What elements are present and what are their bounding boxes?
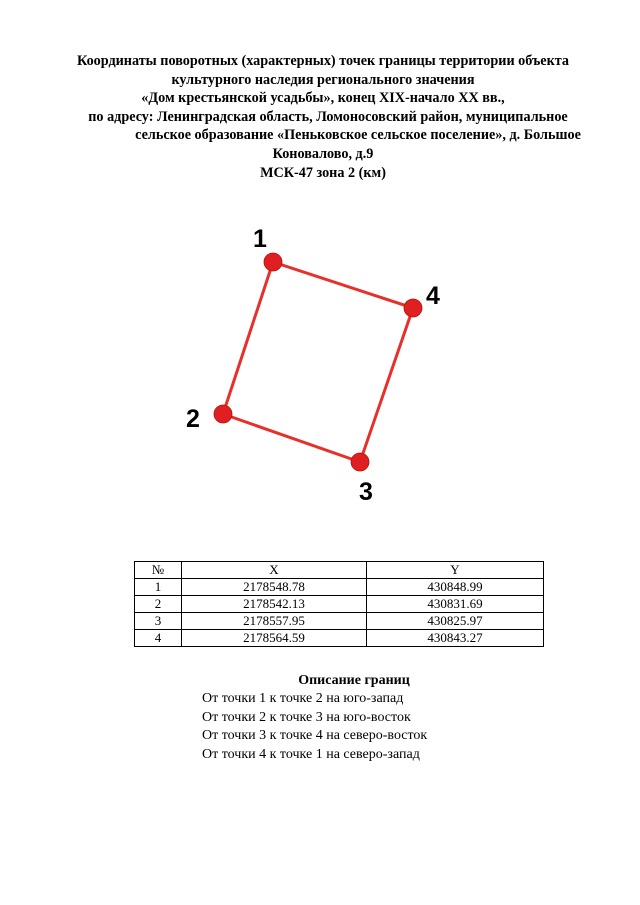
description-item: От точки 3 к точке 4 на северо-восток (202, 728, 428, 743)
cell-number: 2 (135, 596, 182, 613)
description-item: От точки 4 к точке 1 на северо-запад (202, 746, 420, 762)
description-item: От точки 1 к точке 2 на юго-запад (202, 691, 404, 706)
cell-y: 430848.99 (367, 579, 544, 596)
header-x: X (182, 562, 367, 579)
title-line: по адресу: Ленинградская область, Ломоносовский район, муниципальное (88, 108, 568, 125)
title-line: культурного наследия регионального значения (171, 71, 475, 88)
description-title: Описание границ (298, 673, 410, 688)
boundary-polygon (223, 262, 413, 462)
table-row (135, 613, 544, 630)
cell-y: 430831.69 (367, 596, 544, 613)
point-label-3: 3 (359, 478, 373, 506)
point-label-4: 4 (426, 282, 440, 310)
table-row (135, 630, 544, 647)
cell-x: 2178557.95 (182, 613, 367, 630)
table-row (135, 579, 544, 596)
cell-y: 430825.97 (367, 613, 544, 630)
title-line: сельское образование «Пеньковское сельское поселение», д. Большое (135, 127, 581, 144)
boundary-point-1 (264, 253, 282, 271)
cell-number: 1 (135, 579, 182, 596)
coordinates-table (134, 561, 544, 647)
table-row (135, 596, 544, 613)
title-line: Коновалово, д.9 (272, 145, 374, 162)
table-header-row (135, 562, 544, 579)
description-item: От точки 2 к точке 3 на юго-восток (202, 709, 411, 725)
cell-y: 430843.27 (367, 630, 544, 647)
title-line: Координаты поворотных (характерных) точек границы территории объекта (76, 53, 569, 69)
point-label-1: 1 (253, 225, 267, 253)
boundary-point-3 (351, 453, 369, 471)
cell-number: 4 (135, 630, 182, 647)
cell-x: 2178542.13 (182, 596, 367, 613)
cell-x: 2178548.78 (182, 579, 367, 596)
title-line: «Дом крестьянской усадьбы», конец XIX-начало XX вв., (141, 90, 505, 107)
cell-x: 2178564.59 (182, 630, 367, 647)
title-line: МСК-47 зона 2 (км) (260, 164, 386, 181)
cell-number: 3 (135, 613, 182, 630)
point-label-2: 2 (186, 405, 200, 433)
header-y: Y (367, 562, 544, 579)
description-list (202, 690, 427, 764)
boundary-point-4 (404, 299, 422, 317)
header-number: № (135, 562, 182, 579)
boundary-point-2 (214, 405, 232, 423)
